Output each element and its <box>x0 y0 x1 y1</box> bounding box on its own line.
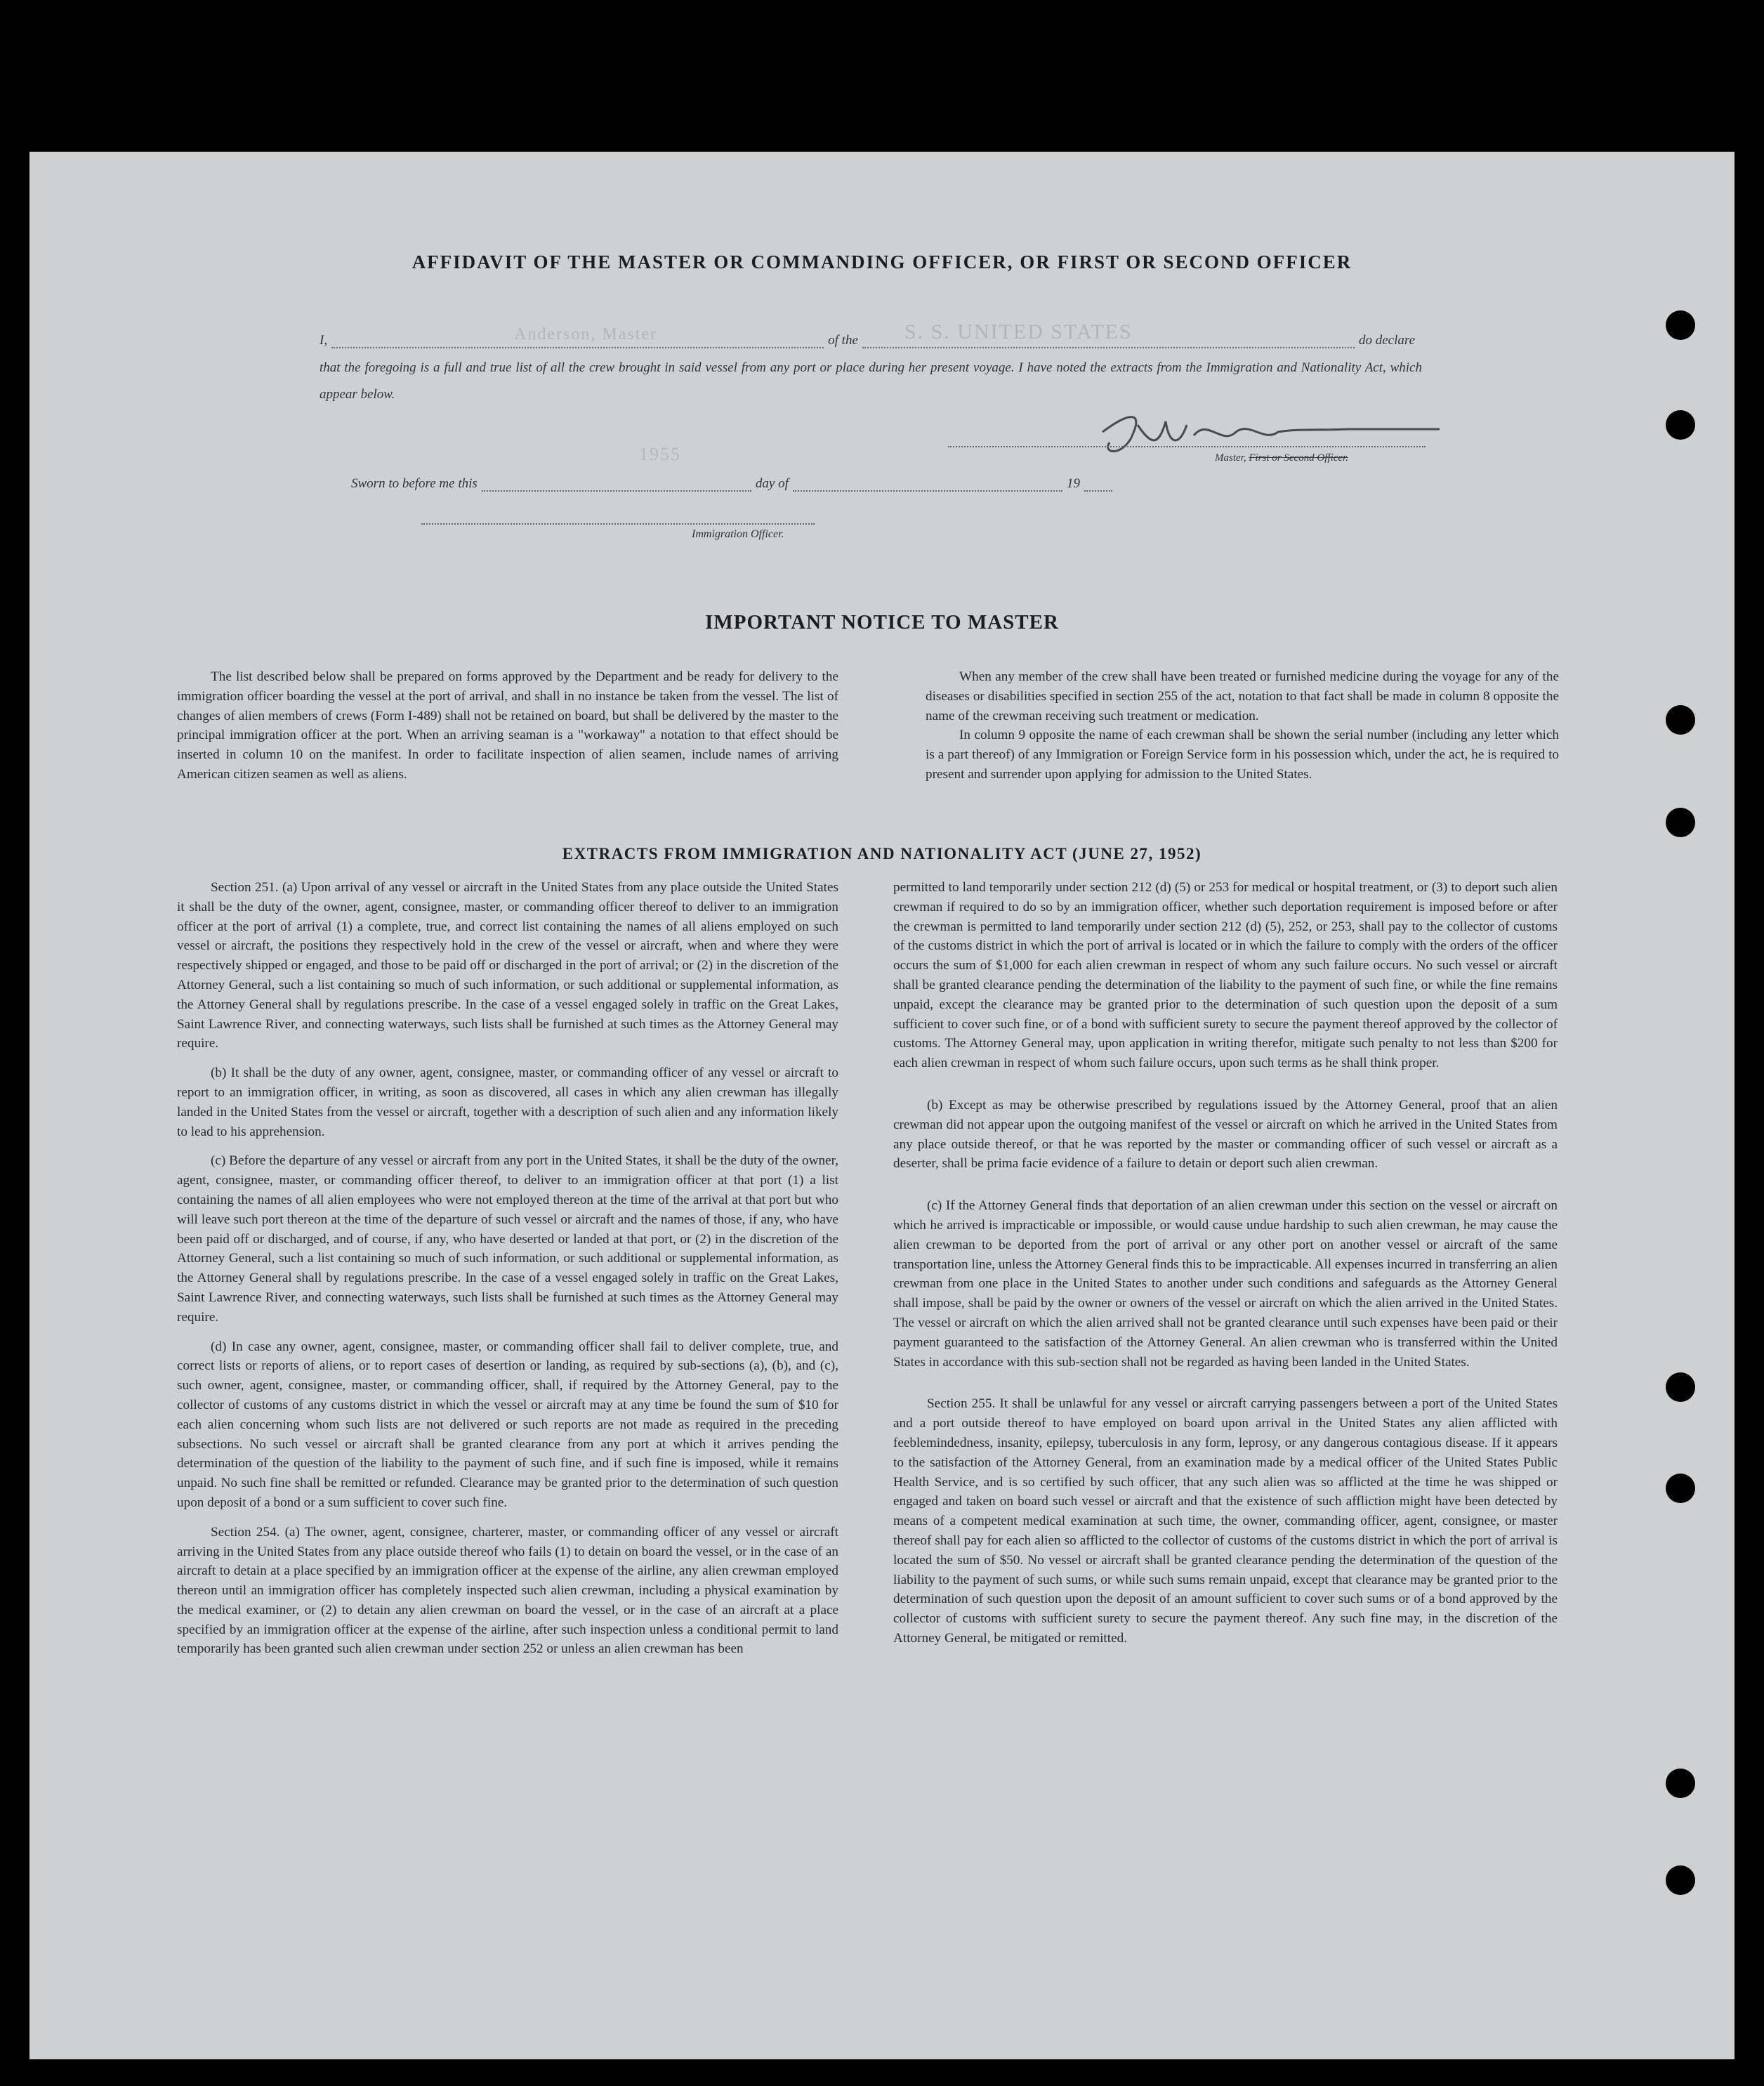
extract-paragraph: (c) Before the departure of any vessel or aircraft from any port in the United States, it shall be the duty of the owner, agent, consignee, master, or commanding officer thereof, to deliver to an immigration officer at that port (1) a list containing the names of all alien employees who were not employed thereon at the time of the arrival at that port but who will leave such port thereon at the time of the departure of such vessel or aircraft and the names of those, if any, who have been paid off or discharged, and of course, if any, who have deserted or landed at that port, or (2) in the discretion of the Attorney General, such a list containing so much of such information, or such additional or supplemental information, as the Attorney General shall by regulations prescribe. In the case of a vessel engaged solely in traffic on the Great Lakes, Saint Lawrence River, and connecting waterways, such lists shall be furnished at such times as the Attorney General may require. <box>177 1153 838 1325</box>
signature-line <box>948 446 1426 447</box>
extract-paragraph: Section 255. It shall be unlawful for any vessel or aircraft carrying passengers between a port of the United States and a port outside thereof to have employed on board upon arrival in the United States any alien afflicted with feeblemindedness, insanity, epilepsy, tuberculosis in any form, leprosy, or any dangerous contagious disease. If it appears to the satisfaction of the Attorney General, from an examination made by a medical officer of the United States Public Health Service, and is so certified by such officer, that any such alien was so afflicted at the time he was shipped or engaged and taken on board such vessel or aircraft and that the existence of such affliction might have been detected by means of a competent medical examination at such time, the owner, commanding officer, agent, consignee, or master thereof shall pay for each alien so afflicted to the collector of customs of the customs district in which the port of arrival is located the sum of $50. No vessel or aircraft shall be granted clearance pending the determination of the question of the liability to the payment of such sums, or while such sums remain unpaid, except that clearance may be granted prior to the determination of such question upon the deposit of an amount sufficient to cover such sums or of a bond approved by the collector of customs with sufficient surety to secure the payment thereof. Any such fine may, in the discretion of the Attorney General, be mitigated or remitted. <box>893 1396 1558 1646</box>
day-field <box>482 480 751 492</box>
master-signature <box>1088 404 1440 460</box>
vessel-name-field <box>862 320 1355 348</box>
extract-paragraph: (b) Except as may be otherwise prescribed by regulations issued by the Attorney General, proof that an alien crewman did not appear upon the outgoing manifest of the vessel or aircraft on which he arrived in the United States from any place outside thereof, or that he was reported by the master or commanding officer of such vessel or aircraft as a deserter, shall be prima facie evidence of a failure to detain or deport such alien crewman. <box>893 1097 1558 1172</box>
month-field <box>793 480 1062 492</box>
punch-hole <box>1666 1865 1695 1895</box>
extract-paragraph: (d) In case any owner, agent, consignee, master, or commanding officer shall fail to deliver complete, true, and correct lists or reports of aliens, or to report cases of desertion or landing, as required by sub-sections (a), (b), and (c), such owner, agent, consignee, master, or commanding officer, shall, if required by the Attorney General, pay to the collector of customs of any customs district in which the vessel or aircraft may at any time be found the sum of $10 for each alien concerning whom such lists are not delivered or such reports are not made as required in the preceding subsections. No such vessel or aircraft shall be granted clearance from any port at which it arrives pending the determination of the question of the liability to the payment of such fine, and if such fine is imposed, while it remains unpaid. No such fine shall be remitted or refunded. Clearance may be granted prior to the determination of such question upon deposit of a bond or a sum sufficient to cover such fine. <box>177 1339 838 1510</box>
notice-right-column <box>926 667 1559 794</box>
notice-title: IMPORTANT NOTICE TO MASTER <box>705 611 1059 634</box>
extract-paragraph: permitted to land temporarily under section 212 (d) (5) or 253 for medical or hospital treatment, or (3) to deport such alien crewman if required to do so by an immigration officer, whether such deportation requirement is imposed before or after the crewman is permitted to land temporarily under section 212 (d) (5), 252, or 253, shall pay to the collector of customs of the customs district in which the port of arrival is located or in which the failure to comply with the orders of the officer occurs the sum of $1,000 for each alien crewman in respect of whom any such failure occurs. No such vessel or aircraft shall be granted clearance pending the determination of the liability to the payment of such fine, or while the fine remains unpaid, except the clearance may be granted prior to the determination of such question upon the deposit of a sum sufficient to cover such fine, or of a bond with sufficient surety to secure the payment thereof approved by the collector of customs. The Attorney General may, upon application in writing therefor, mitigate such penalty to not less than $200 for each alien crewman in respect of whom such failure occurs, upon such terms as he shall think proper. <box>893 880 1558 1071</box>
date-faint: 1955 <box>639 444 681 464</box>
sworn-prefix: Sworn to before me this <box>351 476 478 491</box>
notice-paragraph: The list described below shall be prepared on forms approved by the Department and be ready for delivery to the immigration officer boarding the vessel at the port of arrival, and shall in no instance be taken from the vessel. The list of changes of alien members of crews (Form I-489) shall not be retained on board, but shall be delivered by the master to the principal immigration officer at the port. When an arriving seaman is a "workaway" a notation to that effect should be inserted in column 10 on the manifest. In order to facilitate inspection of alien seamen, include names of arriving American citizen seamen as well as aliens. <box>177 669 838 782</box>
extracts-left-column <box>177 878 838 1669</box>
of-the-label: of the <box>828 333 858 348</box>
year-prefix: 19 <box>1067 476 1081 491</box>
notice-left-column <box>177 667 838 794</box>
immigration-officer-line <box>421 523 815 525</box>
master-name-field <box>331 325 824 348</box>
notice-paragraph: In column 9 opposite the name of each crewman shall be shown the serial number (including any letter which is a part thereof) of any Immigration or Foreign Service form in his possession which, under the act, he is required to present and surrender upon applying for admission to the United States. <box>926 728 1559 782</box>
punch-hole <box>1666 410 1695 440</box>
affidavit-statement: that the foregoing is a full and true list of all the crew brought in said vessel from any port or place during her present voyage. I have noted the extracts from the Immigration and Nationality Act, which appear below. <box>320 360 1422 402</box>
do-declare-label: do declare <box>1358 333 1416 348</box>
extract-paragraph: (c) If the Attorney General finds that deportation of an alien crewman under this section on the vessel or aircraft on which he arrived is impracticable or impossible, or would cause undue hardship to such alien crewman, he may cause the alien crewman to be deported from the port of arrival or any other port on another vessel or aircraft of the same transportation line, unless the Attorney General finds this to be impracticable. All expenses incurred in transferring an alien crewman from one place in the United States to another under such conditions and safeguards as the Attorney General shall impose, shall be paid by the owner or owners of the vessel or aircraft on which the alien arrived in the United States. The vessel or aircraft on which the alien arrived shall not be granted clearance until such expenses have been paid or their payment guaranteed to the satisfaction of the Attorney General. An alien crewman who is transferred within the United States in accordance with this sub-section shall not be regarded as having been landed in the United States. <box>893 1198 1558 1370</box>
punch-hole <box>1666 1474 1695 1503</box>
master-name-faint: Anderson, Master <box>514 325 658 343</box>
day-of-label: day of <box>755 476 789 491</box>
extracts-title: EXTRACTS FROM IMMIGRATION AND NATIONALITY ACT (JUNE 27, 1952) <box>562 845 1202 862</box>
caption-struck-officer: First or Second Officer. <box>1249 452 1348 464</box>
signature-caption <box>1215 452 1348 464</box>
affidavit-title: AFFIDAVIT OF THE MASTER OR COMMANDING OFFICER, OR FIRST OR SECOND OFFICER <box>412 251 1352 273</box>
year-field <box>1084 480 1112 492</box>
extract-paragraph: Section 254. (a) The owner, agent, consignee, charterer, master, or commanding officer of any vessel or aircraft arriving in the United States from any place outside thereof who fails (1) to detain on board the vessel, or in the case of an aircraft to detain at a place specified by an immigration officer at the expense of the airline, any alien crewman employed thereon until an immigration officer has completely inspected such alien crewman, including a physical examination by the medical examiner, or (2) to detain any alien crewman on board the vessel, or in the case of an aircraft at a place specified by an immigration officer at the expense of the airline, after such inspection unless a conditional permit to land temporarily has been granted such alien crewman under section 252 or unless an alien crewman has been <box>177 1524 838 1657</box>
declare-prefix: I, <box>320 333 328 348</box>
notice-paragraph: When any member of the crew shall have been treated or furnished medicine during the voyage for any of the diseases or disabilities specified in section 255 of the act, notation to that fact shall be made in column 8 opposite the name of the crewman receiving such treatment or medication. <box>926 669 1559 723</box>
vessel-name-faint: S. S. UNITED STATES <box>904 320 1133 343</box>
extract-paragraph: Section 251. (a) Upon arrival of any vessel or aircraft in the United States from any place outside the United States it shall be the duty of the owner, agent, consignee, master, or commanding officer thereof to deliver to an immigration officer at the port of arrival (1) a complete, true, and correct list containing the names of all aliens employed on such vessel or aircraft, the positions they respectively hold in the crew of the vessel or aircraft, when and where they were respectively shipped or engaged, and those to be paid off or discharged in the port of arrival; or (2) in the discretion of the Attorney General, such a list containing so much of such information, or such additional or supplemental information, as the Attorney General shall by regulations prescribe. In the case of a vessel engaged solely in traffic on the Great Lakes, Saint Lawrence River, and connecting waterways, such lists shall be furnished at such times as the Attorney General may require. <box>177 880 838 1051</box>
immigration-officer-caption: Immigration Officer. <box>692 528 784 540</box>
punch-hole <box>1666 808 1695 837</box>
punch-hole <box>1666 1769 1695 1798</box>
declaration-line <box>320 320 1416 348</box>
sworn-line <box>351 476 1117 492</box>
punch-hole <box>1666 705 1695 735</box>
extracts-right-column <box>893 878 1558 1658</box>
punch-hole <box>1666 1372 1695 1402</box>
extract-paragraph: (b) It shall be the duty of any owner, agent, consignee, master, or commanding officer of any vessel or aircraft to report to an immigration officer, in writing, as soon as discovered, all cases in which any alien crewman has illegally landed in the United States from the vessel or aircraft, together with a description of such alien and any information likely to lead to his apprehension. <box>177 1065 838 1139</box>
caption-master: Master, <box>1215 452 1246 464</box>
punch-hole <box>1666 310 1695 340</box>
